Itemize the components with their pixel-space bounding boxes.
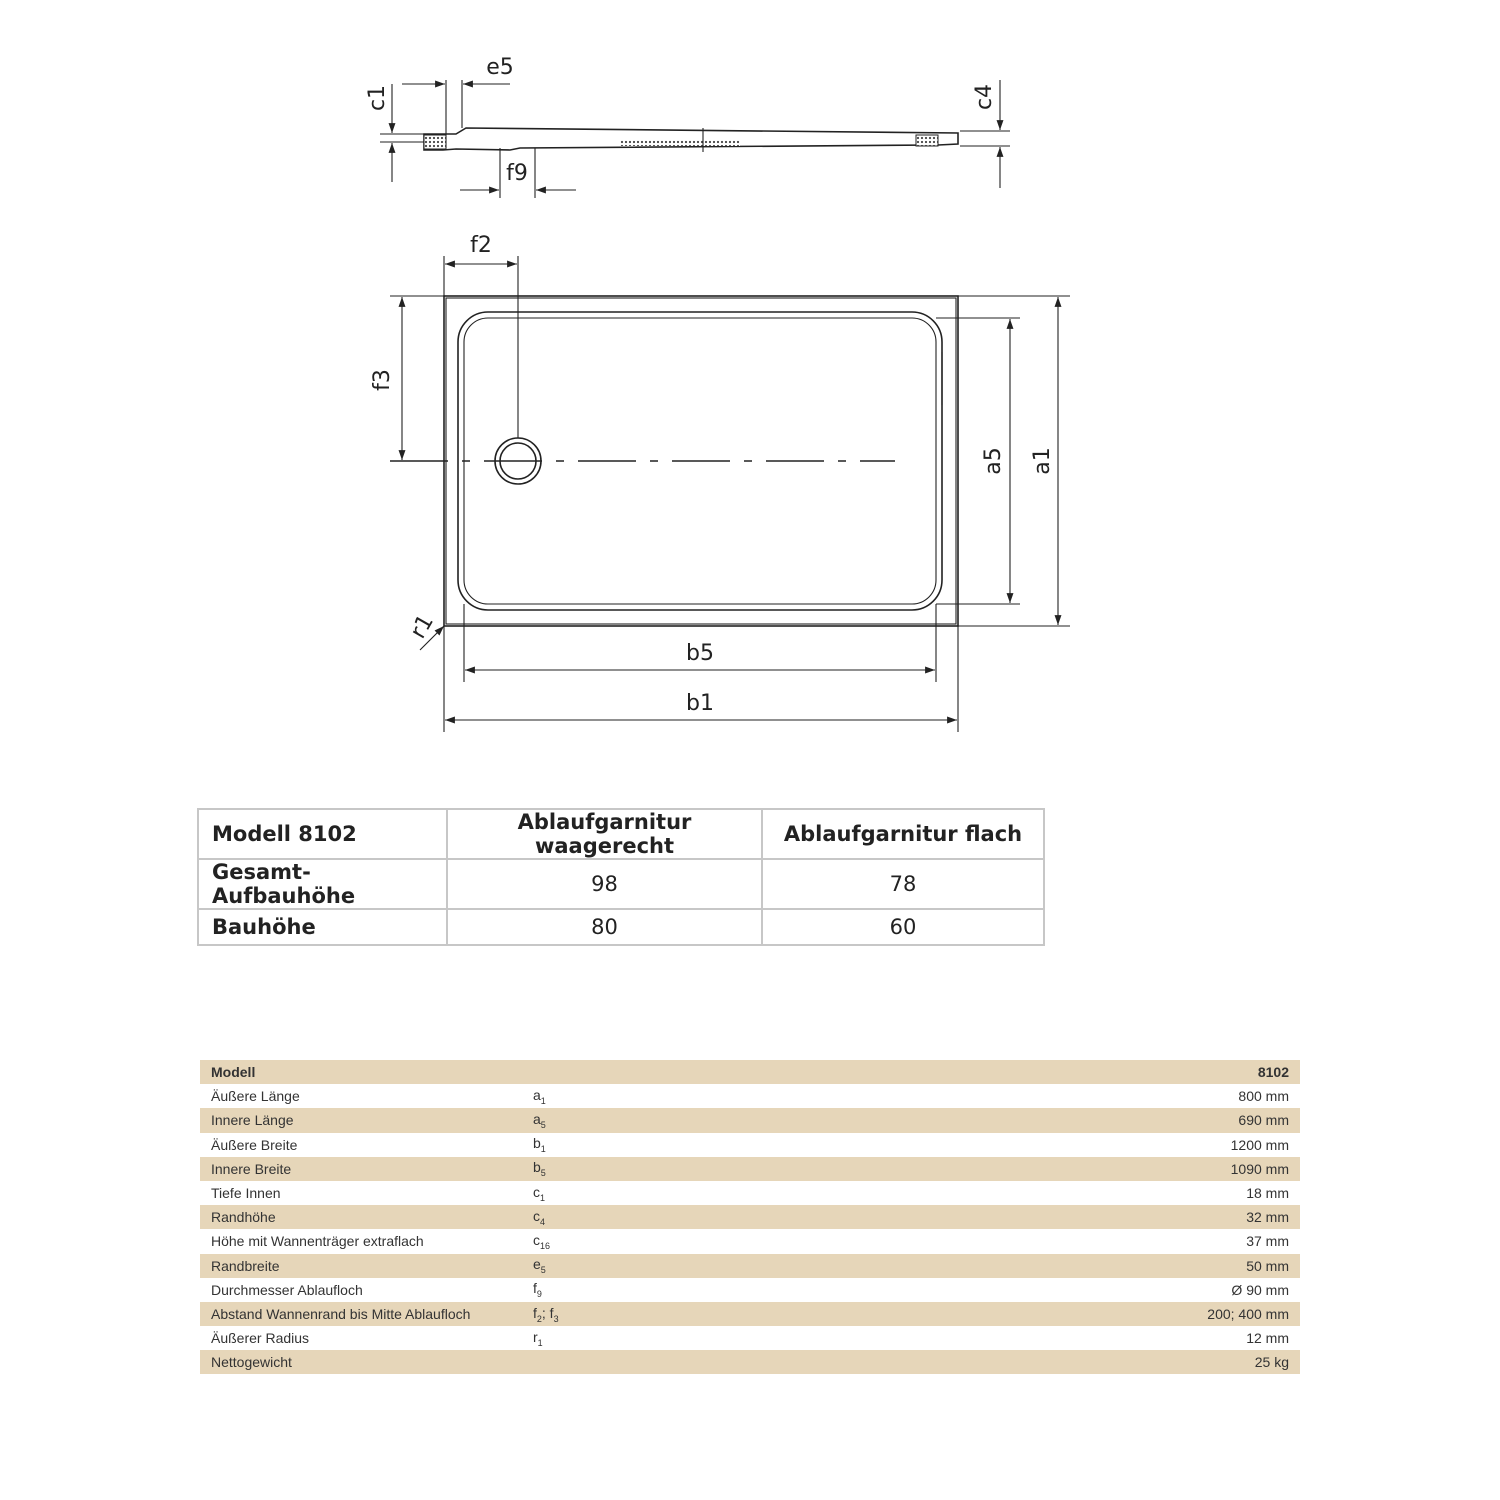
spec-symbol <box>533 1326 953 1350</box>
row-label: Gesamt-Aufbauhöhe <box>198 859 447 909</box>
spec-row <box>200 1133 1300 1157</box>
label-b1: b1 <box>686 691 714 716</box>
spec-row <box>200 1278 1300 1302</box>
spec-symbol-letter: a <box>533 1086 541 1103</box>
spec-label: Tiefe Innen <box>211 1185 281 1202</box>
spec-table-header <box>200 1060 1300 1084</box>
spec-label: Nettogewicht <box>200 1350 533 1374</box>
spec-table <box>200 1060 1300 1374</box>
label-f2: f2 <box>470 233 492 258</box>
header-model: Modell 8102 <box>198 809 447 859</box>
spec-symbol-subscript: 3 <box>553 1313 559 1324</box>
spec-label: Randhöhe <box>200 1205 533 1229</box>
spec-value: 12 mm <box>1246 1330 1289 1347</box>
label-a5: a5 <box>981 447 1006 475</box>
header-flach: Ablaufgarnitur flach <box>762 809 1044 859</box>
cell-waagerecht: 98 <box>447 859 762 909</box>
spec-symbol <box>533 1278 953 1302</box>
spec-value: Ø 90 mm <box>1231 1281 1289 1298</box>
spec-symbol <box>533 1157 953 1181</box>
spec-symbol <box>533 1084 953 1108</box>
label-f9: f9 <box>506 161 528 186</box>
spec-row <box>200 1108 1300 1132</box>
spec-symbol-subscript: 5 <box>540 1264 546 1275</box>
label-c4: c4 <box>972 83 997 111</box>
spec-symbol-letter: b <box>533 1135 541 1152</box>
spec-symbol <box>533 1133 953 1157</box>
spec-symbol-subscript: 1 <box>537 1337 543 1348</box>
label-b5: b5 <box>686 641 714 666</box>
spec-symbol-subscript: 2 <box>536 1313 542 1324</box>
spec-header-symbol <box>533 1060 953 1084</box>
spec-label: Äußerer Radius <box>211 1330 310 1347</box>
spec-symbol <box>533 1302 953 1326</box>
spec-label: Durchmesser Ablaufloch <box>211 1281 363 1298</box>
spec-label: Höhe mit Wannenträger extraflach <box>211 1233 424 1250</box>
label-r1: r1 <box>405 610 439 643</box>
spec-symbol-subscript: 1 <box>540 1144 546 1155</box>
header-waagerecht: Ablaufgarnitur waagerecht <box>447 809 762 859</box>
spec-symbol-letter: b <box>533 1159 541 1176</box>
spec-row <box>200 1084 1300 1108</box>
spec-symbol-letter: a <box>533 1111 541 1128</box>
spec-value: 32 mm <box>953 1205 1300 1229</box>
spec-row <box>200 1350 1300 1374</box>
spec-symbol-letter: e <box>533 1256 541 1273</box>
label-c1: c1 <box>365 84 390 112</box>
spec-value: 18 mm <box>1246 1185 1289 1202</box>
spec-row <box>200 1181 1300 1205</box>
spec-value: 50 mm <box>953 1254 1300 1278</box>
cell-flach: 78 <box>762 859 1044 909</box>
spec-symbol <box>533 1205 953 1229</box>
variant-table <box>197 808 1045 946</box>
spec-header-value: 8102 <box>953 1060 1300 1084</box>
spec-label: Randbreite <box>200 1254 533 1278</box>
spec-value: 37 mm <box>1246 1233 1289 1250</box>
spec-symbol-letter: c <box>533 1232 540 1248</box>
spec-value: 25 kg <box>953 1350 1300 1374</box>
row-label: Bauhöhe <box>198 909 447 945</box>
label-a1: a1 <box>1030 447 1055 475</box>
spec-row <box>200 1302 1300 1326</box>
spec-symbol-subscript: 1 <box>540 1095 546 1106</box>
cell-flach: 60 <box>762 909 1044 945</box>
spec-row <box>200 1229 1300 1253</box>
spec-row <box>200 1326 1300 1350</box>
spec-header-label: Modell <box>200 1060 533 1084</box>
spec-label: Äußere Länge <box>211 1088 300 1105</box>
cell-waagerecht: 80 <box>447 909 762 945</box>
spec-symbol-subscript: 1 <box>540 1192 546 1203</box>
table-row <box>198 909 1044 945</box>
spec-symbol-letter: f <box>533 1304 537 1321</box>
spec-row <box>200 1205 1300 1229</box>
spec-label: Innere Breite <box>200 1157 533 1181</box>
label-e5: e5 <box>486 55 514 80</box>
spec-symbol-letter: r <box>533 1328 538 1345</box>
plan-view <box>370 233 1070 732</box>
spec-symbol-letter: c <box>533 1183 540 1200</box>
spec-row <box>200 1254 1300 1278</box>
spec-symbol-subscript: 5 <box>540 1168 546 1179</box>
spec-symbol-subscript: 5 <box>540 1119 546 1130</box>
spec-symbol-subscript: 4 <box>540 1216 546 1227</box>
spec-symbol <box>533 1108 953 1132</box>
spec-value: 1090 mm <box>953 1157 1300 1181</box>
spec-symbol-subscript: 9 <box>536 1289 542 1300</box>
side-section-view <box>365 55 1010 198</box>
spec-symbol-letter: f <box>533 1280 537 1297</box>
label-f3: f3 <box>370 369 395 391</box>
spec-symbol <box>533 1350 953 1374</box>
spec-symbol <box>533 1229 953 1253</box>
spec-value: 200; 400 mm <box>953 1302 1300 1326</box>
spec-label: Abstand Wannenrand bis Mitte Ablaufloch <box>200 1302 533 1326</box>
spec-value: 1200 mm <box>1230 1136 1289 1153</box>
spec-symbol <box>533 1181 953 1205</box>
table-row <box>198 859 1044 909</box>
spec-label: Innere Länge <box>200 1108 533 1132</box>
spec-symbol-letter: c <box>533 1207 540 1224</box>
spec-value: 690 mm <box>953 1108 1300 1132</box>
spec-row <box>200 1157 1300 1181</box>
spec-value: 800 mm <box>1238 1088 1289 1105</box>
spec-symbol-letter: ; f <box>541 1304 554 1321</box>
variant-table-header <box>198 809 1044 859</box>
spec-label: Äußere Breite <box>211 1136 298 1153</box>
spec-symbol-subscript: 16 <box>540 1240 551 1251</box>
spec-symbol <box>533 1254 953 1278</box>
